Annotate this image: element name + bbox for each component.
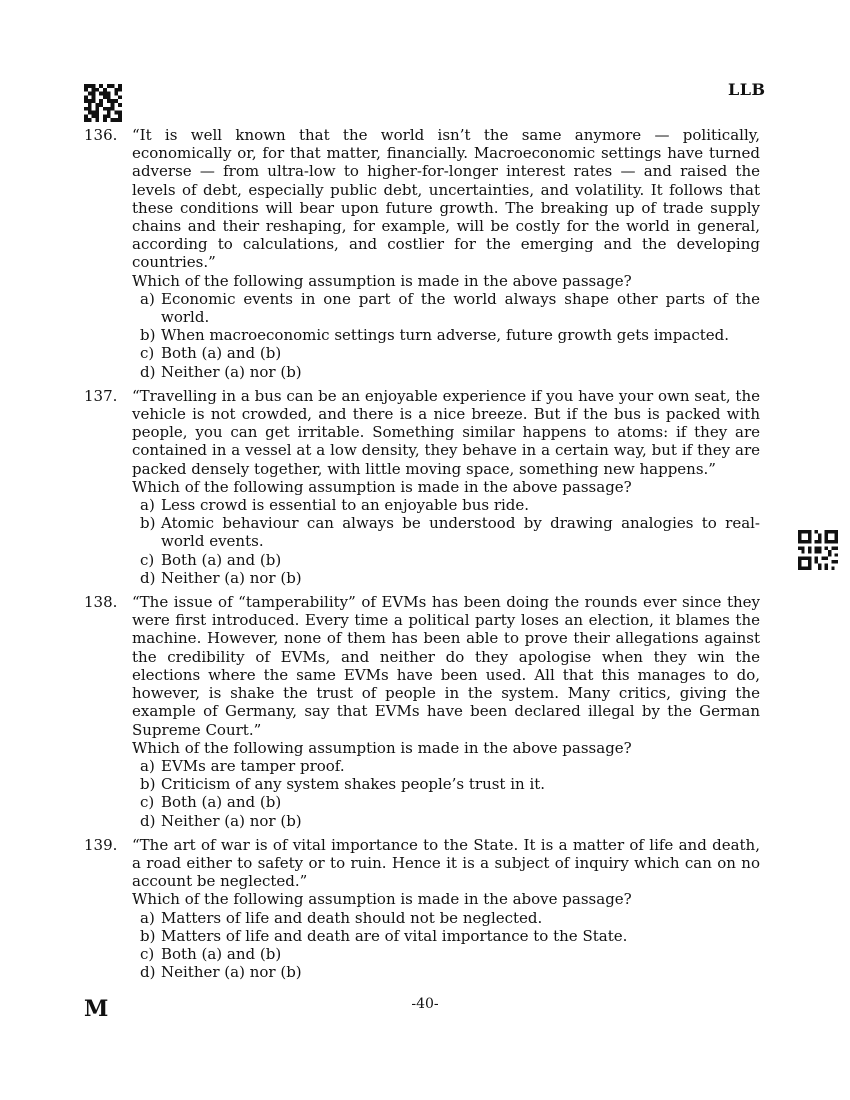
option-text: Atomic behaviour can always be understood by drawing analogies to real-world events.	[161, 514, 760, 551]
option-text: Less crowd is essential to an enjoyable bus ride.	[161, 496, 530, 515]
option-text: Criticism of any system shakes people’s trust in it.	[161, 775, 546, 794]
option-b	[132, 326, 760, 344]
option-letter: a)	[140, 289, 155, 308]
option-text: When macroeconomic settings turn adverse, future growth gets impacted.	[161, 326, 729, 345]
option-a	[132, 290, 760, 326]
series-mark: M	[84, 996, 109, 1022]
option-a	[132, 496, 760, 514]
option-d	[132, 812, 760, 830]
option-letter: a)	[140, 496, 155, 515]
option-letter: b)	[140, 775, 156, 794]
question-number: 139.	[84, 835, 118, 854]
option-text: Matters of life and death are of vital importance to the State.	[161, 926, 628, 945]
question-prompt: Which of the following assumption is made in the above passage?	[132, 477, 632, 496]
option-text: Economic events in one part of the world always shape other parts of the world.	[161, 289, 760, 327]
question-139	[84, 836, 760, 982]
question-prompt: Which of the following assumption is made in the above passage?	[132, 890, 632, 909]
option-letter: d)	[140, 811, 156, 830]
side-qr-code-icon	[798, 530, 838, 570]
option-c	[132, 945, 760, 963]
option-text: Neither (a) nor (b)	[161, 568, 302, 587]
option-letter: c)	[140, 793, 155, 812]
option-letter: c)	[140, 550, 155, 569]
option-letter: d)	[140, 963, 156, 982]
option-letter: c)	[140, 344, 155, 363]
paper-code-label: LLB	[728, 80, 766, 99]
option-a	[132, 757, 760, 775]
question-prompt: Which of the following assumption is made in the above passage?	[132, 271, 632, 290]
option-letter: b)	[140, 926, 156, 945]
question-prompt: Which of the following assumption is made in the above passage?	[132, 738, 632, 757]
question-passage: “It is well known that the world isn’t the same anymore — politically, economically or, for that matter, financially. Macroeconomic settings have turned adverse — from ultra-low to higher-for-longer interest rates — and raised the levels of debt, especially public debt, uncertainties, and volatility. It follows that these conditions will bear upon future growth. The breaking up of trade supply chains and their reshaping, for example, will be costly for the world in general, according to calculations, and costlier for the emerging and the developing countries.”	[132, 126, 760, 272]
option-text: Neither (a) nor (b)	[161, 963, 302, 982]
option-b	[132, 927, 760, 945]
option-text: Both (a) and (b)	[161, 793, 282, 812]
option-letter: b)	[140, 514, 156, 533]
option-a	[132, 909, 760, 927]
option-d	[132, 963, 760, 981]
question-passage: “Travelling in a bus can be an enjoyable experience if you have your own seat, the vehicle is not crowded, and there is a nice breeze. But if the bus is packed with people, you can get irritable. Something similar happens to atoms: if they are contained in a vessel at a low density, they behave in a certain way, but if they are packed densely together, with little moving space, something new happens.”	[132, 386, 760, 478]
option-d	[132, 569, 760, 587]
option-text: Neither (a) nor (b)	[161, 362, 302, 381]
option-text: Neither (a) nor (b)	[161, 811, 302, 830]
option-letter: d)	[140, 568, 156, 587]
question-136	[84, 126, 760, 381]
question-number: 136.	[84, 126, 118, 144]
question-passage: “The issue of “tamperability” of EVMs has been doing the rounds ever since they were first introduced. Every time a political party loses an election, it blames the machine. However, none of them has been able to prove their allegations against the credibility of EVMs, and neither do they apologise when they win the elections where the same EVMs have been used. All that this manages to do, however, is shake the trust of people in the system. Many critics, giving the example of Germany, say that EVMs have been declared illegal by the German Supreme Court.”	[132, 593, 760, 739]
question-137	[84, 387, 760, 587]
question-passage: “The art of war is of vital importance to the State. It is a matter of life and death, a road either to safety or to ruin. Hence it is a subject of inquiry which can on no account be neglected.”	[132, 835, 760, 891]
page-number: -40-	[411, 996, 439, 1012]
option-letter: c)	[140, 944, 155, 963]
option-c	[132, 344, 760, 362]
option-text: Both (a) and (b)	[161, 944, 282, 963]
question-number: 138.	[84, 593, 118, 612]
option-text: Both (a) and (b)	[161, 344, 282, 363]
option-letter: d)	[140, 362, 156, 381]
option-c	[132, 793, 760, 811]
option-text: Both (a) and (b)	[161, 550, 282, 569]
option-b	[132, 514, 760, 550]
option-text: EVMs are tamper proof.	[161, 756, 345, 775]
question-list	[84, 126, 760, 987]
option-text: Matters of life and death should not be neglected.	[161, 908, 543, 927]
option-d	[132, 363, 760, 381]
option-letter: b)	[140, 326, 156, 345]
question-138	[84, 593, 760, 830]
option-letter: a)	[140, 908, 155, 927]
qr-code-icon	[84, 84, 122, 122]
option-letter: a)	[140, 756, 155, 775]
option-b	[132, 775, 760, 793]
option-c	[132, 551, 760, 569]
question-number: 137.	[84, 386, 118, 405]
